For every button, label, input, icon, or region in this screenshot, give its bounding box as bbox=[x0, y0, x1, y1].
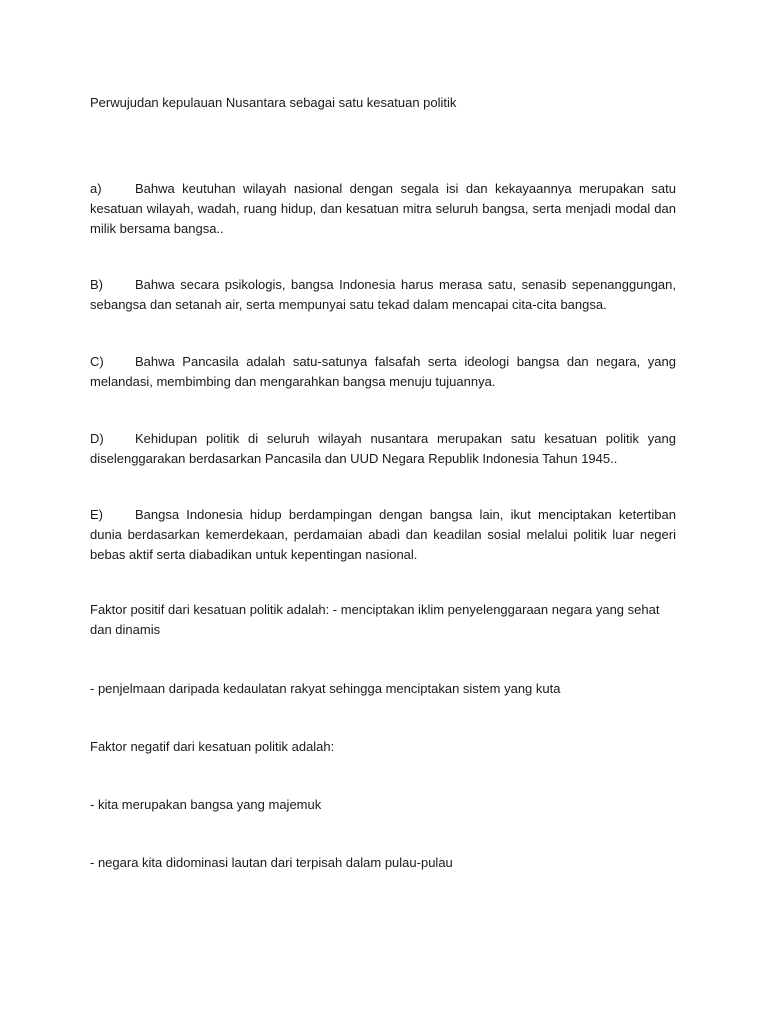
list-item-c bbox=[90, 352, 676, 392]
list-item-label: C) bbox=[90, 354, 104, 369]
list-item-label: E) bbox=[90, 507, 103, 522]
negative-point-1: - kita merupakan bangsa yang majemuk bbox=[90, 797, 322, 812]
list-item-label: B) bbox=[90, 277, 103, 292]
list-item-text: Kehidupan politik di seluruh wilayah nusantara merupakan satu kesatuan politik yang diselenggarakan berdasarkan Pancasila dan UUD Negara Republik Indonesia Tahun 1945.. bbox=[90, 431, 676, 466]
list-item-a bbox=[90, 179, 676, 239]
negative-factor-heading: Faktor negatif dari kesatuan politik adalah: bbox=[90, 739, 335, 754]
negative-point-2: - negara kita didominasi lautan dari terpisah dalam pulau-pulau bbox=[90, 855, 453, 870]
list-item-d bbox=[90, 429, 676, 469]
list-item-e bbox=[90, 505, 676, 565]
list-item-label: D) bbox=[90, 431, 104, 446]
positive-point-2: - penjelmaan daripada kedaulatan rakyat sehingga menciptakan sistem yang kuta bbox=[90, 681, 561, 696]
list-item-text: Bahwa Pancasila adalah satu-satunya falsafah serta ideologi bangsa dan negara, yang melandasi, membimbing dan mengarahkan bangsa menuju tujuannya. bbox=[90, 354, 676, 389]
document-title: Perwujudan kepulauan Nusantara sebagai satu kesatuan politik bbox=[90, 95, 457, 110]
list-item-label: a) bbox=[90, 181, 102, 196]
list-item-text: Bahwa keutuhan wilayah nasional dengan segala isi dan kekayaannya merupakan satu kesatuan wilayah, wadah, ruang hidup, dan kesatuan mitra seluruh bangsa, serta menjadi modal dan milik bersama bangsa.. bbox=[90, 181, 676, 236]
positive-factor-paragraph: Faktor positif dari kesatuan politik adalah: - menciptakan iklim penyelenggaraan negara yang sehat dan dinamis bbox=[90, 602, 660, 637]
list-item-text: Bahwa secara psikologis, bangsa Indonesia harus merasa satu, senasib sepenanggungan, sebangsa dan setanah air, serta mempunyai satu tekad dalam mencapai cita-cita bangsa. bbox=[90, 277, 676, 312]
list-item-b bbox=[90, 275, 676, 315]
list-item-text: Bangsa Indonesia hidup berdampingan dengan bangsa lain, ikut menciptakan ketertiban dunia berdasarkan kemerdekaan, perdamaian abadi dan keadilan sosial melalui politik luar negeri bebas aktif serta diabadikan untuk kepentingan nasional. bbox=[90, 507, 676, 562]
